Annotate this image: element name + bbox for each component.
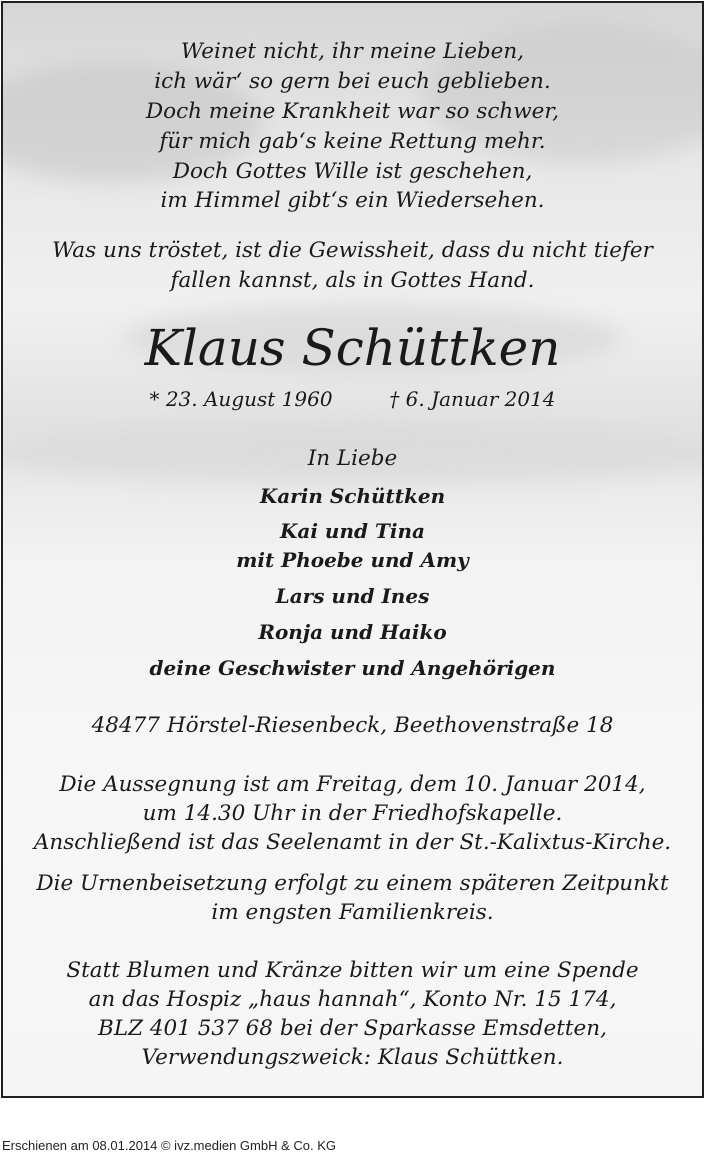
mourners-intro: In Liebe (307, 446, 398, 471)
address: 48477 Hörstel-Riesenbeck, Beethovenstraße 18 (91, 713, 614, 738)
deceased-name: Klaus Schüttken (144, 319, 561, 377)
poem-line: im Himmel gibt‘s ein Wiedersehen. (160, 188, 545, 213)
poem-line: Doch meine Krankheit war so schwer, (145, 99, 560, 124)
quote-line: Was uns tröstet, ist die Gewissheit, dass du nicht tiefer (52, 238, 653, 263)
donation-line: an das Hospiz „haus hannah“, Konto Nr. 15 174, (88, 987, 617, 1012)
donation-line: BLZ 401 537 68 bei der Sparkasse Emsdetten, (98, 1016, 607, 1041)
mourner-name: Kai und Tina (280, 519, 425, 543)
mourner-name: deine Geschwister und Angehörigen (149, 656, 556, 680)
poem-line: für mich gab‘s keine Rettung mehr. (159, 129, 546, 154)
obituary-notice (1, 1, 704, 1098)
burial-line: im engsten Familienkreis. (211, 900, 494, 925)
publication-footer: Erschienen am 08.01.2014 © ivz.medien GmbH & Co. KG (2, 1138, 337, 1153)
poem-line: Doch Gottes Wille ist geschehen, (172, 159, 533, 184)
mourner-name: mit Phoebe und Amy (236, 548, 469, 572)
death-date: † 6. Januar 2014 (389, 387, 556, 411)
mourner-name: Ronja und Haiko (258, 620, 447, 644)
mourner-name: Lars und Ines (275, 584, 430, 608)
poem-line: Weinet nicht, ihr meine Lieben, (180, 39, 525, 64)
quote-line: fallen kannst, als in Gottes Hand. (170, 268, 535, 293)
donation-line: Statt Blumen und Kränze bitten wir um eine Spende (66, 958, 639, 983)
mourner-name: Karin Schüttken (259, 484, 446, 508)
burial-line: Die Urnenbeisetzung erfolgt zu einem späteren Zeitpunkt (36, 871, 669, 896)
service-line: Die Aussegnung ist am Freitag, dem 10. Januar 2014, (59, 772, 646, 797)
service-line: um 14.30 Uhr in der Friedhofskapelle. (142, 801, 563, 826)
service-line: Anschließend ist das Seelenamt in der St.-Kalixtus-Kirche. (33, 830, 672, 855)
poem-line: ich wär‘ so gern bei euch geblieben. (154, 69, 551, 94)
life-dates (3, 385, 702, 415)
birth-date: * 23. August 1960 (149, 387, 333, 411)
donation-line: Verwendungszweick: Klaus Schüttken. (141, 1045, 564, 1070)
